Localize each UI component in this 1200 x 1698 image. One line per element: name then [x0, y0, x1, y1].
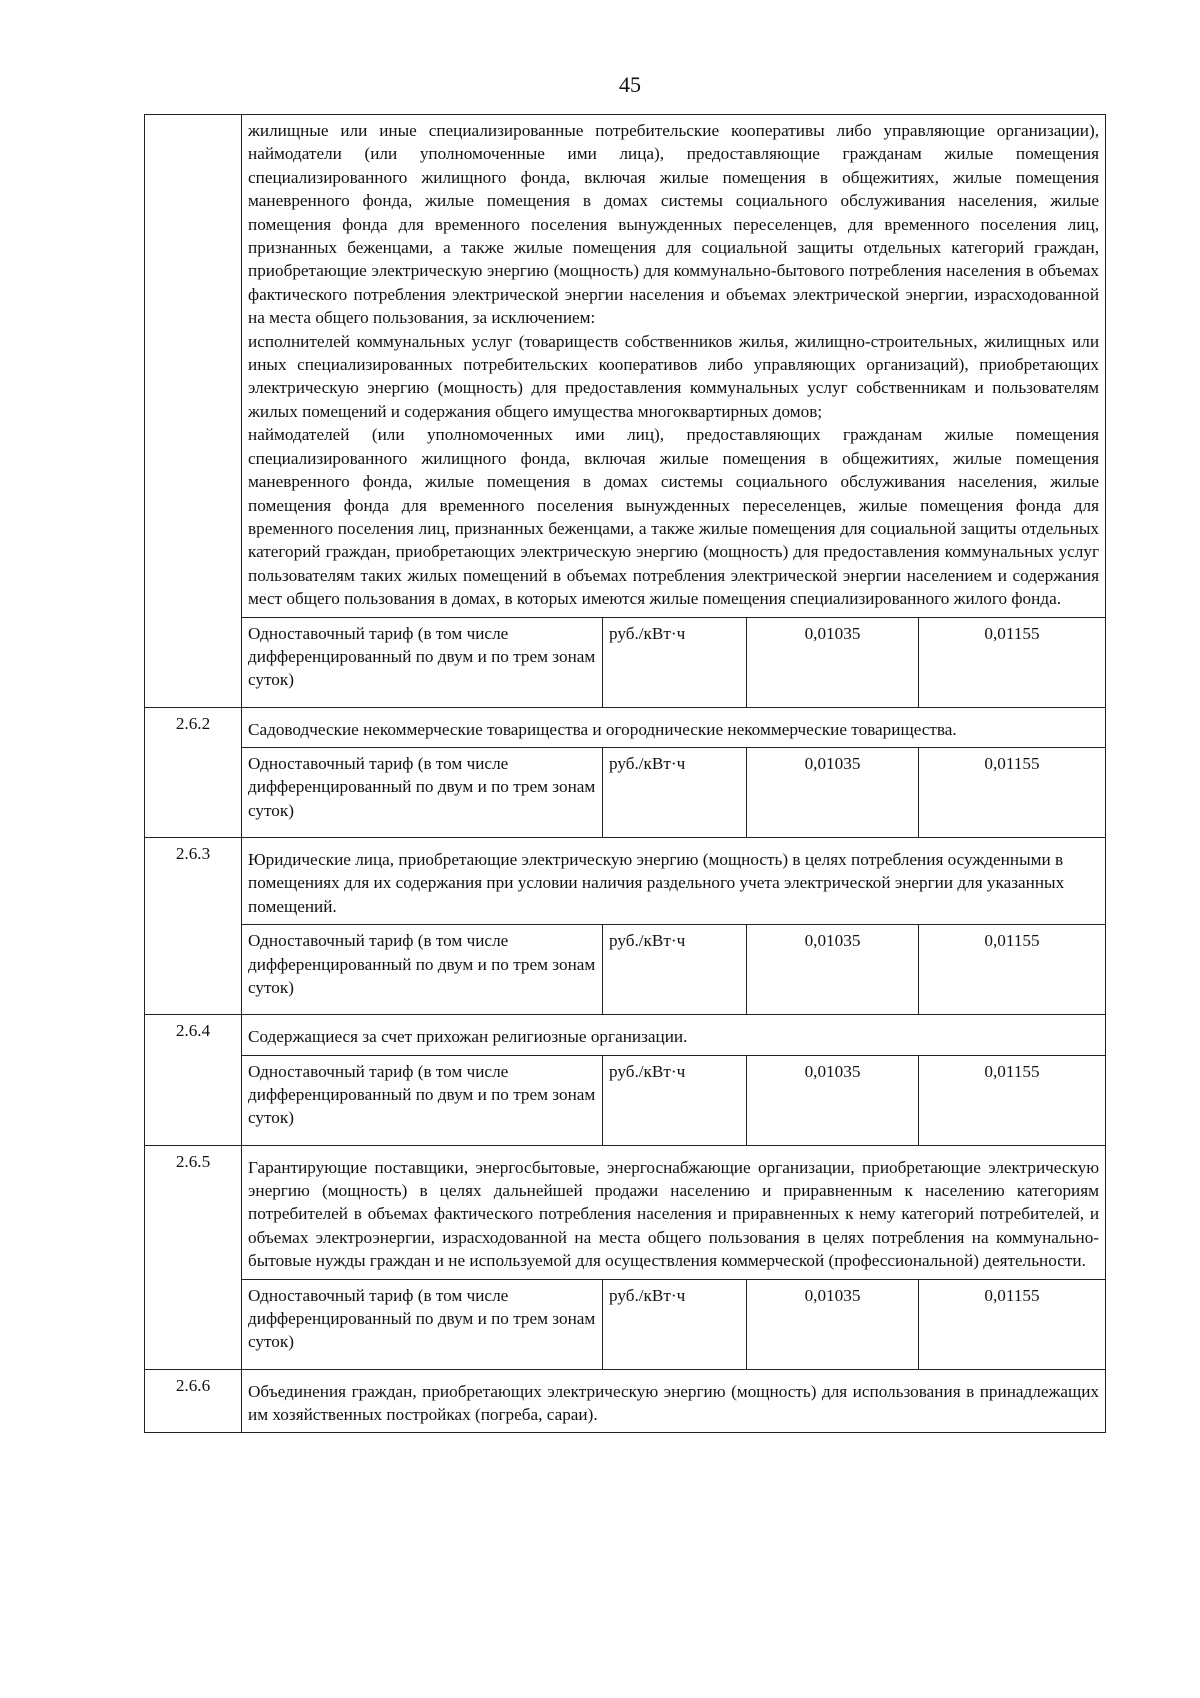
tariff-value-1: 0,01035 — [747, 747, 919, 837]
tariff-label: Одноставочный тариф (в том числе дифференцированный по двум и по трем зонам суток) — [242, 747, 603, 837]
tariff-label: Одноставочный тариф (в том числе дифференцированный по двум и по трем зонам суток) — [242, 925, 603, 1015]
section-row — [145, 1369, 1106, 1433]
tariff-value-2: 0,01155 — [919, 747, 1106, 837]
section-number: 2.6.2 — [145, 707, 242, 837]
tariff-row — [145, 925, 1106, 1015]
tariff-row — [145, 747, 1106, 837]
paragraph: жилищные или иные специализированные потребительские кооперативы либо управляющие организации), наймодатели (или уполномоченные ими лица), предоставляющие гражданам жилые помещения специализированного жилищного фонда, включая жилые помещения в общежитиях, жилые помещения маневренного фонда, жилые помещения в домах системы социального обслуживания населения, жилые помещения фонда для временного поселения вынужденных переселенцев, для временного поселения лиц, признанных беженцами, а также жилые помещения для социальной защиты отдельных категорий граждан, приобретающие электрическую энергию (мощность) для коммунально-бытового потребления населения в объемах фактического потребления электрической энергии населения и объемах электрической энергии, израсходованной на места общего пользования, за исключением: — [248, 121, 1100, 328]
tariff-value-2: 0,01155 — [919, 925, 1106, 1015]
page-number: 45 — [619, 72, 641, 97]
section-text: Садоводческие некоммерческие товарищества и огороднические некоммерческие товарищества. — [242, 707, 1106, 747]
section-number: 2.6.4 — [145, 1015, 242, 1145]
paragraph: наймодателей (или уполномоченных ими лиц), предоставляющих гражданам жилые помещения специализированного жилищного фонда, включая жилые помещения в общежитиях, жилые помещения маневренного фонда, жилые помещения в домах системы социального обслуживания населения, жилые помещения фонда для временного поселения вынужденных переселенцев, жилые помещения фонда для временного поселения лиц, признанных беженцами, а также жилые помещения для социальной защиты отдельных категорий граждан, приобретающих электрическую энергию (мощность) для предоставления коммунальных услуг пользователям таких жилых помещений в объемах потребления электрической энергии населением и содержания мест общего пользования в домах, в которых имеются жилые помещения специализированного жилого фонда. — [248, 425, 1100, 609]
paragraph: исполнителей коммунальных услуг (товариществ собственников жилья, жилищно-строительных, жилищных или иных специализированных потребительских кооперативов либо управляющих организаций), приобретающих электрическую энергию (мощность) для предоставления коммунальных услуг собственникам и пользователям жилых помещений и содержания общего имущества многоквартирных домов; — [248, 331, 1100, 421]
tariff-value-2: 0,01155 — [919, 1279, 1106, 1369]
section-row — [145, 707, 1106, 747]
section-row — [145, 1145, 1106, 1279]
section-row — [145, 837, 1106, 924]
section-text: Содержащиеся за счет прихожан религиозные организации. — [242, 1015, 1106, 1055]
section-number: 2.6.3 — [145, 837, 242, 1014]
description-cell — [242, 115, 1106, 618]
tariff-value-2: 0,01155 — [919, 1055, 1106, 1145]
number-cell — [145, 115, 242, 708]
tariff-row — [145, 617, 1106, 707]
tariff-row — [145, 1279, 1106, 1369]
tariff-value-1: 0,01035 — [747, 617, 919, 707]
tariff-unit: руб./кВт·ч — [603, 617, 747, 707]
section-text: Объединения граждан, приобретающих электрическую энергию (мощность) для использования в принадлежащих им хозяйственных постройках (погреба, сараи). — [242, 1369, 1106, 1433]
tariff-label: Одноставочный тариф (в том числе дифференцированный по двум и по трем зонам суток) — [242, 1279, 603, 1369]
tariff-value-1: 0,01035 — [747, 925, 919, 1015]
tariff-value-2: 0,01155 — [919, 617, 1106, 707]
section-text: Гарантирующие поставщики, энергосбытовые, энергоснабжающие организации, приобретающие электрическую энергию (мощность) в целях дальнейшей продажи населению и приравненным к населению категориям потребителей в объемах фактического потребления населения и приравненных к нему категорий потребителей, и объемах электроэнергии, израсходованной на места общего пользования в целях потребления на коммунально-бытовые нужды граждан и не используемой для осуществления коммерческой (профессиональной) деятельности. — [242, 1145, 1106, 1279]
tariff-unit: руб./кВт·ч — [603, 1279, 747, 1369]
tariff-unit: руб./кВт·ч — [603, 1055, 747, 1145]
tariff-label: Одноставочный тариф (в том числе дифференцированный по двум и по трем зонам суток) — [242, 1055, 603, 1145]
tariff-row — [145, 1055, 1106, 1145]
tariff-unit: руб./кВт·ч — [603, 747, 747, 837]
section-number: 2.6.5 — [145, 1145, 242, 1369]
tariff-value-1: 0,01035 — [747, 1279, 919, 1369]
tariff-label: Одноставочный тариф (в том числе дифференцированный по двум и по трем зонам суток) — [242, 617, 603, 707]
tariff-value-1: 0,01035 — [747, 1055, 919, 1145]
table-row-intro — [145, 115, 1106, 618]
section-number: 2.6.6 — [145, 1369, 242, 1433]
tariff-unit: руб./кВт·ч — [603, 925, 747, 1015]
section-text: Юридические лица, приобретающие электрическую энергию (мощность) в целях потребления осужденными в помещениях для их содержания при условии наличия раздельного учета электрической энергии для указанных помещений. — [242, 837, 1106, 924]
section-row — [145, 1015, 1106, 1055]
tariff-table — [144, 114, 1106, 1433]
